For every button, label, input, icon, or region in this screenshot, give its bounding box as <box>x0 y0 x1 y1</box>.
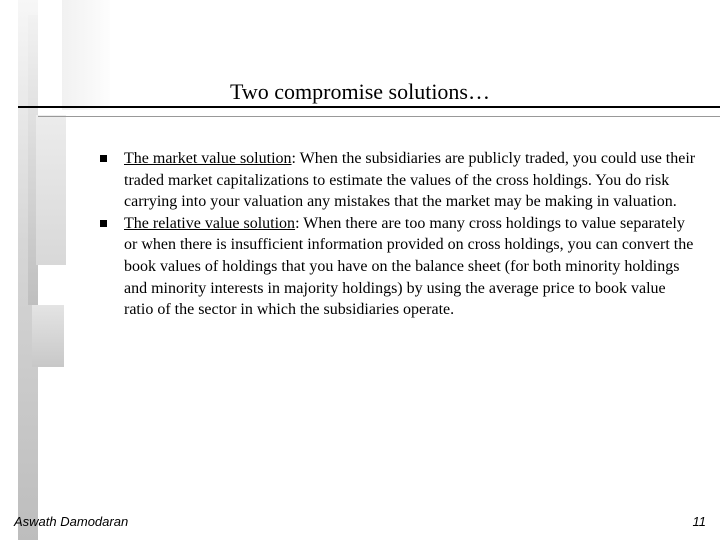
bullet-item <box>98 148 698 213</box>
slide-title: Two compromise solutions… <box>229 79 490 104</box>
title-divider <box>18 106 720 108</box>
bullet-list <box>98 148 698 321</box>
bullet-text: : When there are too many cross holdings to value separately or when there is insufficient information provided on cross holdings, you can convert the book values of holdings that you have on the balance sheet (for both minority holdings and minority interests in majority holdings) by using the average price to book value ratio of the sector in which the subsidiaries operate. <box>124 214 694 319</box>
decorative-gradient-bar <box>32 305 64 367</box>
square-bullet-icon <box>100 220 107 227</box>
footer-author: Aswath Damodaran <box>14 514 129 529</box>
bullet-lead: The market value solution <box>124 150 292 167</box>
bullet-text: : When the subsidiaries are publicly traded, you could use their traded market capitalizations to estimate the values of the cross holdings. You do risk carrying into your valuation any mistakes that the market may be making in valuation. <box>124 150 696 211</box>
page-number: 11 <box>692 514 706 529</box>
bullet-lead: The relative value solution <box>124 214 296 232</box>
decorative-gradient-bar <box>36 115 66 265</box>
decorative-gradient-bar <box>62 0 110 110</box>
bullet-item <box>98 213 698 321</box>
square-bullet-icon <box>100 155 107 162</box>
title-divider-thin <box>38 116 720 117</box>
